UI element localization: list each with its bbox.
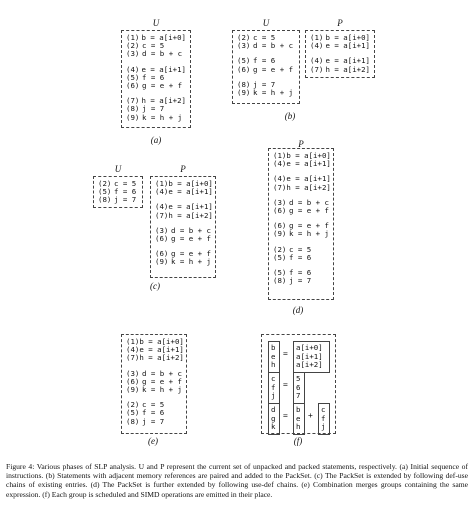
statement-row: [126, 114, 186, 122]
statement-number: (6): [273, 206, 287, 216]
statement-text: c = 5: [289, 244, 312, 254]
statement-row: [273, 230, 329, 238]
statement-row: [155, 258, 211, 266]
panel-d-label: (d): [292, 305, 304, 315]
statement-text: h = a[i+2]: [168, 210, 213, 220]
statement-text: b = a[i+0]: [286, 151, 331, 160]
statement-text: e = a[i+1]: [325, 56, 370, 66]
statement-text: g = e + f: [170, 234, 211, 244]
statement-row: [155, 188, 211, 196]
statement-row: [155, 235, 211, 243]
panel-c-u-box: [93, 176, 143, 208]
statement-number: (9): [237, 88, 251, 98]
statement-number: (5): [98, 187, 112, 197]
statement-text: j = 7: [253, 79, 276, 89]
statement-number: (7): [310, 64, 324, 74]
statement-number: (4): [126, 64, 140, 74]
statement-text: c = 5: [142, 41, 165, 51]
statement-number: (4): [273, 174, 287, 184]
statement-number: (3): [155, 225, 169, 235]
statement-number: (6): [155, 234, 169, 244]
statement-text: g = e + f: [141, 376, 182, 386]
statement-text: f = 6: [142, 72, 165, 82]
panel-f-g1-eq: =: [283, 349, 288, 358]
statement-text: g = e + f: [170, 249, 211, 259]
statement-number: (2): [126, 400, 140, 410]
statement-text: d = b + c: [141, 368, 182, 378]
statement-text: c = 5: [253, 33, 276, 42]
statement-number: (3): [237, 41, 251, 51]
statement-number: (7): [126, 353, 140, 363]
statement-row: [237, 89, 295, 97]
statement-text: f = 6: [253, 56, 276, 66]
statement-number: (7): [273, 182, 287, 192]
statement-row: [310, 42, 370, 50]
panel-b-u-box: [232, 30, 300, 104]
figure-caption: Figure 4: Various phases of SLP analysis. U and P represent the current set of unpacked and packed statements, respectively. (a) Initial sequence of instructions. (b) Statements with adjacent memory references are paired and added to the PackSet. (c) The PackSet is extended by following def-use chains of existing entries. (d) The PackSet is further extended by following use-def chains. (e) Combination merges groups containing the same expression. (f) Each group is scheduled and SIMD operations are emitted in their place.: [6, 462, 468, 499]
statement-number: (2): [237, 33, 251, 42]
statement-text: h = a[i+2]: [325, 64, 370, 74]
statement-number: (9): [273, 229, 287, 239]
panel-f-g3-plus: +: [308, 411, 313, 420]
statement-number: (6): [237, 64, 251, 74]
statement-number: (7): [155, 210, 169, 220]
statement-text: g = e + f: [288, 206, 329, 216]
statement-number: (9): [126, 385, 140, 395]
statement-row: [273, 160, 329, 168]
statement-text: e = a[i+1]: [168, 202, 213, 212]
statement-text: k = h + j: [141, 385, 182, 395]
panel-c-p-header: P: [180, 164, 186, 174]
statement-number: (5): [126, 72, 140, 82]
statement-number: (4): [273, 159, 287, 169]
statement-row: [237, 66, 295, 74]
statement-number: (1): [310, 33, 324, 42]
panel-b-u-header: U: [262, 18, 270, 28]
statement-number: (8): [98, 195, 112, 205]
statement-number: (4): [310, 56, 324, 66]
statement-row: [98, 196, 138, 204]
statement-number: (9): [155, 257, 169, 267]
statement-text: j = 7: [289, 276, 312, 286]
statement-text: g = e + f: [142, 81, 183, 91]
panel-b-p-box: [305, 30, 375, 78]
statement-text: d = b + c: [253, 41, 294, 51]
statement-text: e = a[i+1]: [286, 174, 331, 184]
statement-number: (2): [98, 179, 112, 188]
statement-row: [273, 277, 329, 285]
statement-text: b = a[i+0]: [168, 179, 213, 188]
panel-f-g1-right: a[i+0] a[i+1] a[i+2]: [293, 341, 330, 373]
panel-f-g3-right: c f j: [318, 403, 330, 435]
panel-a-u-box: [121, 30, 191, 128]
statement-text: j = 7: [114, 195, 137, 205]
statement-number: (2): [126, 41, 140, 51]
panel-f-g2-eq: =: [283, 380, 288, 389]
panel-b-label: (b): [284, 111, 296, 121]
statement-number: (1): [126, 337, 140, 346]
statement-text: d = b + c: [288, 197, 329, 207]
panel-f-g3-eq: =: [283, 411, 288, 420]
statement-number: (5): [273, 252, 287, 262]
panel-f-g2-right: 5 6 7: [293, 372, 305, 404]
statement-row: [126, 82, 186, 90]
panel-f-g1-left: b e h: [268, 341, 280, 373]
statement-number: (1): [126, 33, 140, 42]
statement-number: (6): [155, 249, 169, 259]
statement-text: b = a[i+0]: [325, 33, 370, 42]
panel-a-label: (a): [150, 135, 162, 145]
statement-number: (3): [273, 197, 287, 207]
statement-text: f = 6: [114, 187, 137, 197]
statement-row: [155, 212, 211, 220]
statement-number: (8): [126, 416, 140, 426]
statement-text: k = h + j: [288, 229, 329, 239]
statement-number: (9): [126, 112, 140, 122]
statement-row: [310, 66, 370, 74]
statement-number: (1): [155, 179, 169, 188]
statement-number: (3): [126, 368, 140, 378]
panel-c-u-header: U: [114, 164, 122, 174]
panel-f-label: (f): [293, 436, 303, 446]
statement-row: [126, 50, 186, 58]
panel-b-p-header: P: [337, 18, 343, 28]
panel-f-g3-left: d g k: [268, 403, 280, 435]
statement-number: (8): [237, 79, 251, 89]
statement-text: f = 6: [289, 252, 312, 262]
statement-text: e = a[i+1]: [325, 41, 370, 51]
statement-number: (8): [273, 276, 287, 286]
statement-text: k = h + j: [142, 112, 183, 122]
statement-text: g = e + f: [288, 221, 329, 231]
statement-number: (6): [273, 221, 287, 231]
panel-d-p-box: [268, 148, 334, 300]
statement-text: b = a[i+0]: [141, 33, 186, 42]
panel-f-box: [261, 334, 336, 434]
statement-text: j = 7: [142, 416, 165, 426]
statement-number: (2): [273, 244, 287, 254]
statement-text: d = b + c: [170, 225, 211, 235]
statement-number: (5): [126, 408, 140, 418]
statement-text: g = e + f: [253, 64, 294, 74]
statement-number: (6): [126, 376, 140, 386]
statement-row: [126, 386, 182, 394]
statement-text: e = a[i+1]: [168, 187, 213, 197]
statement-text: b = a[i+0]: [139, 337, 184, 346]
statement-text: e = a[i+1]: [141, 64, 186, 74]
statement-text: f = 6: [142, 408, 165, 418]
panel-c-p-box: [150, 176, 216, 278]
statement-number: (4): [155, 202, 169, 212]
statement-row: [273, 254, 329, 262]
statement-number: (4): [155, 187, 169, 197]
statement-number: (7): [126, 96, 140, 106]
statement-number: (5): [273, 268, 287, 278]
panel-d-p-header: P: [298, 139, 304, 149]
statement-text: h = a[i+2]: [286, 182, 331, 192]
statement-number: (5): [237, 56, 251, 66]
statement-number: (3): [126, 49, 140, 59]
panel-e-p-box: [121, 334, 187, 434]
statement-row: [237, 42, 295, 50]
statement-number: (8): [126, 104, 140, 114]
statement-text: e = a[i+1]: [286, 159, 331, 169]
statement-text: h = a[i+2]: [141, 96, 186, 106]
statement-text: d = b + c: [142, 49, 183, 59]
panel-c-label: (c): [150, 281, 160, 291]
statement-row: [273, 207, 329, 215]
statement-row: [126, 354, 182, 362]
statement-text: e = a[i+1]: [139, 345, 184, 355]
statement-text: c = 5: [142, 400, 165, 410]
statement-row: [126, 418, 182, 426]
statement-text: k = h + j: [253, 88, 294, 98]
statement-text: c = 5: [114, 179, 137, 188]
statement-text: h = a[i+2]: [139, 353, 184, 363]
panel-a-u-header: U: [152, 18, 160, 28]
statement-text: j = 7: [142, 104, 165, 114]
statement-number: (4): [126, 345, 140, 355]
statement-row: [273, 184, 329, 192]
statement-number: (6): [126, 81, 140, 91]
panel-e-label: (e): [148, 436, 158, 446]
statement-text: k = h + j: [170, 257, 211, 267]
panel-f-g2-left: c f j: [268, 372, 280, 404]
statement-number: (1): [273, 151, 287, 160]
statement-text: f = 6: [289, 268, 312, 278]
statement-number: (4): [310, 41, 324, 51]
panel-f-g3-mid: b e h: [293, 403, 305, 435]
